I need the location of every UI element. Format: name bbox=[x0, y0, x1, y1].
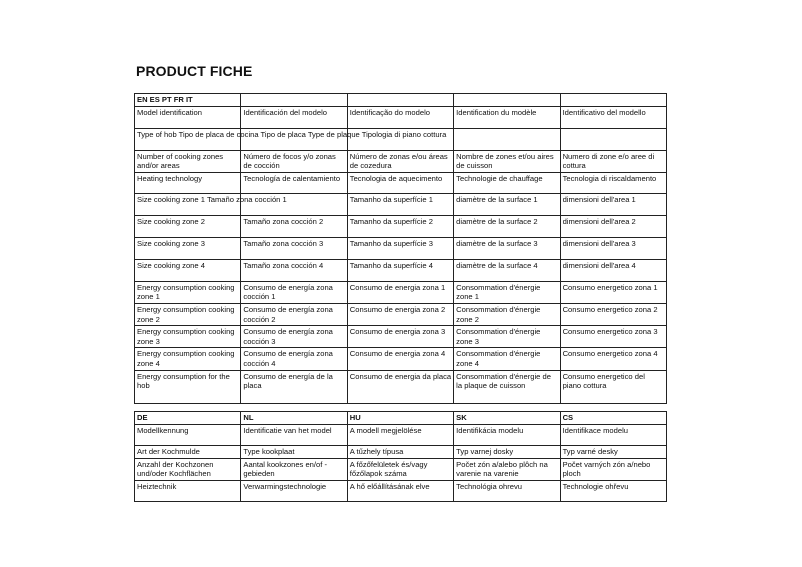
table-cell: diamètre de la surface 1 bbox=[454, 193, 560, 215]
size-zone-3-row bbox=[135, 237, 667, 259]
table-cell: Type of hob Tipo de placa de cocina Tipo de placa Type de plaque Tipologia di piano cottura bbox=[135, 128, 241, 150]
type-of-hob-row bbox=[135, 446, 667, 459]
table-cell: Energy consumption for the hob bbox=[135, 370, 241, 403]
table-cell: A főzőfelületek és/vagy főzőlapok száma bbox=[347, 458, 453, 480]
table-cell: Aantal kookzones en/of -gebieden bbox=[241, 458, 347, 480]
language-header-row bbox=[135, 412, 667, 425]
table-cell: Anzahl der Kochzonen und/oder Kochflächen bbox=[135, 458, 241, 480]
table-cell: diamètre de la surface 4 bbox=[454, 259, 560, 281]
language-header-hu: HU bbox=[347, 412, 453, 425]
table-cell: Typ varné desky bbox=[560, 446, 666, 459]
table-cell: diamètre de la surface 2 bbox=[454, 215, 560, 237]
type-of-hob-row bbox=[135, 128, 667, 150]
table-cell: Consumo de energía zona cocción 4 bbox=[241, 348, 347, 370]
table-cell: Consumo energetico del piano cottura bbox=[560, 370, 666, 403]
heating-technology-row bbox=[135, 172, 667, 193]
energy-zone-3-row bbox=[135, 326, 667, 348]
table-cell: Energy consumption cooking zone 4 bbox=[135, 348, 241, 370]
table-cell: Tamanho da superfície 1 bbox=[347, 193, 453, 215]
table-cell: Typ varnej dosky bbox=[454, 446, 560, 459]
table-cell: Technologie de chauffage bbox=[454, 172, 560, 193]
table-cell: Type kookplaat bbox=[241, 446, 347, 459]
table-cell: Consumo de energia zona 4 bbox=[347, 348, 453, 370]
table-cell: Heating technology bbox=[135, 172, 241, 193]
energy-hob-row bbox=[135, 370, 667, 403]
table-cell: dimensioni dell'area 1 bbox=[560, 193, 666, 215]
table-cell: Identifikace modelu bbox=[560, 425, 666, 446]
language-header-cs: CS bbox=[560, 412, 666, 425]
language-header: EN ES PT FR IT bbox=[135, 94, 241, 107]
table-cell: Identification du modèle bbox=[454, 106, 560, 128]
page-title: PRODUCT FICHE bbox=[136, 63, 253, 79]
table-cell: Consumo energetico zona 2 bbox=[560, 303, 666, 325]
table-cell: Consumo de energía zona cocción 3 bbox=[241, 326, 347, 348]
size-zone-1-row bbox=[135, 193, 667, 215]
table-cell: Número de zonas e/ou áreas de cozedura bbox=[347, 150, 453, 172]
table-cell: Model identification bbox=[135, 106, 241, 128]
table-cell: Numero di zone e/o aree di cottura bbox=[560, 150, 666, 172]
energy-zone-1-row bbox=[135, 281, 667, 303]
table-cell: Heiztechnik bbox=[135, 480, 241, 501]
model-identification-row bbox=[135, 425, 667, 446]
table-cell: Tamanho da superfície 4 bbox=[347, 259, 453, 281]
table-cell: Nombre de zones et/ou aires de cuisson bbox=[454, 150, 560, 172]
heating-technology-row bbox=[135, 480, 667, 501]
table-cell: Tamaño zona cocción 2 bbox=[241, 215, 347, 237]
table-cell: Počet varných zón a/nebo ploch bbox=[560, 458, 666, 480]
table-cell: Verwarmingstechnologie bbox=[241, 480, 347, 501]
table-cell: Identificación del modelo bbox=[241, 106, 347, 128]
table-cell: Consumo de energía de la placa bbox=[241, 370, 347, 403]
table-cell: Consommation d'énergie zone 1 bbox=[454, 281, 560, 303]
table-cell: Identificatie van het model bbox=[241, 425, 347, 446]
table-cell: Počet zón a/alebo plôch na varenie na varenie bbox=[454, 458, 560, 480]
table-cell: Energy consumption cooking zone 3 bbox=[135, 326, 241, 348]
table-cell: Consommation d'énergie zone 4 bbox=[454, 348, 560, 370]
table-cell: Consumo energetico zona 3 bbox=[560, 326, 666, 348]
table-cell: dimensioni dell'area 2 bbox=[560, 215, 666, 237]
size-zone-4-row bbox=[135, 259, 667, 281]
table-cell: Tecnología de calentamiento bbox=[241, 172, 347, 193]
table-cell: Consumo de energia zona 2 bbox=[347, 303, 453, 325]
language-header-de: DE bbox=[135, 412, 241, 425]
table-cell: Consommation d'énergie zone 2 bbox=[454, 303, 560, 325]
model-identification-row bbox=[135, 106, 667, 128]
table-cell: Consumo de energia zona 1 bbox=[347, 281, 453, 303]
table-cell: Technologie ohřevu bbox=[560, 480, 666, 501]
product-fiche-table-de-nl-hu-sk-cs bbox=[134, 411, 667, 502]
table-cell: Number of cooking zones and/or areas bbox=[135, 150, 241, 172]
table-cell: Size cooking zone 3 bbox=[135, 237, 241, 259]
table-cell: diamètre de la surface 3 bbox=[454, 237, 560, 259]
table-cell: Size cooking zone 2 bbox=[135, 215, 241, 237]
energy-zone-4-row bbox=[135, 348, 667, 370]
table-cell: Tamaño zona cocción 3 bbox=[241, 237, 347, 259]
table-cell: Consumo energetico zona 4 bbox=[560, 348, 666, 370]
table-cell: Size cooking zone 4 bbox=[135, 259, 241, 281]
language-header-sk: SK bbox=[454, 412, 560, 425]
table-cell: Consommation d'énergie zone 3 bbox=[454, 326, 560, 348]
language-header-row bbox=[135, 94, 667, 107]
table-cell: Consumo energetico zona 1 bbox=[560, 281, 666, 303]
table-cell: Modellkennung bbox=[135, 425, 241, 446]
table-cell: A modell megjelölése bbox=[347, 425, 453, 446]
size-zone-2-row bbox=[135, 215, 667, 237]
table-cell: Identificação do modelo bbox=[347, 106, 453, 128]
table-cell: Tamaño zona cocción 4 bbox=[241, 259, 347, 281]
table-cell: Energy consumption cooking zone 2 bbox=[135, 303, 241, 325]
language-header-nl: NL bbox=[241, 412, 347, 425]
table-cell: Tamanho da superfície 3 bbox=[347, 237, 453, 259]
table-cell: Energy consumption cooking zone 1 bbox=[135, 281, 241, 303]
table-cell: Technológia ohrevu bbox=[454, 480, 560, 501]
table-cell: Consumo de energia zona 3 bbox=[347, 326, 453, 348]
number-of-zones-row bbox=[135, 150, 667, 172]
table-cell: dimensioni dell'area 4 bbox=[560, 259, 666, 281]
energy-zone-2-row bbox=[135, 303, 667, 325]
table-cell: Tecnologia de aquecimento bbox=[347, 172, 453, 193]
table-cell: Art der Kochmulde bbox=[135, 446, 241, 459]
table-cell: A tűzhely típusa bbox=[347, 446, 453, 459]
table-cell: Tecnologia di riscaldamento bbox=[560, 172, 666, 193]
table-cell: dimensioni dell'area 3 bbox=[560, 237, 666, 259]
table-cell: Tamanho da superfície 2 bbox=[347, 215, 453, 237]
table-cell: Identifikácia modelu bbox=[454, 425, 560, 446]
table-cell: Número de focos y/o zonas de cocción bbox=[241, 150, 347, 172]
table-cell: A hő előállításának elve bbox=[347, 480, 453, 501]
number-of-zones-row bbox=[135, 458, 667, 480]
product-fiche-table-en-es-pt-fr-it bbox=[134, 93, 667, 404]
table-cell: Size cooking zone 1 Tamaño zona cocción 1 bbox=[135, 193, 241, 215]
table-cell: Consommation d'énergie de la plaque de cuisson bbox=[454, 370, 560, 403]
table-cell: Consumo de energia da placa bbox=[347, 370, 453, 403]
table-cell: Consumo de energía zona cocción 2 bbox=[241, 303, 347, 325]
table-cell: Identificativo del modello bbox=[560, 106, 666, 128]
table-cell: Consumo de energía zona cocción 1 bbox=[241, 281, 347, 303]
